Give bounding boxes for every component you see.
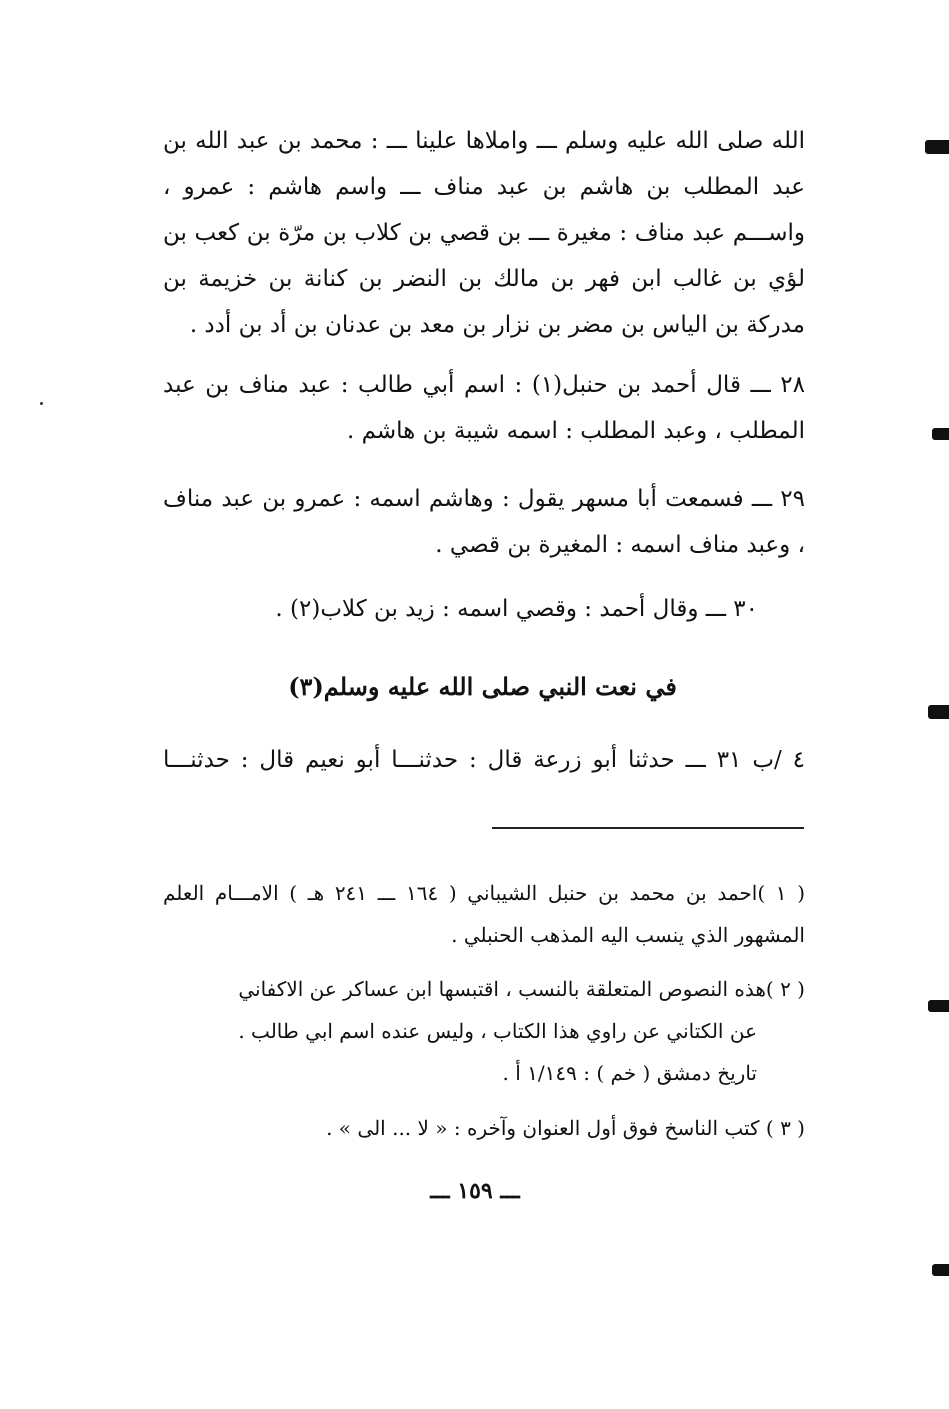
edge-mark xyxy=(928,705,949,719)
scan-speck xyxy=(40,402,43,405)
paragraph-28: ٢٨ ـــ قال أحمد بن حنبل(١) : اسم أبي طالب : عبد مناف بن عبد المطلب ، وعبد المطلب : اسمه شيبة بن هاشم . xyxy=(163,372,805,444)
footnote-2-line-2: عن الكتاني عن راوي هذا الكتاب ، وليس عنده اسم ابي طالب . xyxy=(238,1019,757,1043)
footnote-1: ( ١ )احمد بن محمد بن حنبل الشيباني ( ١٦٤ ـــ ٢٤١ هـ ) الامـــام العلم المشهور الذي ينسب اليه المذهب الحنبلي . xyxy=(163,881,805,947)
edge-mark xyxy=(932,1264,949,1276)
footnote-2-line-3: تاريخ دمشق ( خم ) : ١/١٤٩ أ . xyxy=(502,1061,757,1085)
paragraph-29: ٢٩ ـــ فسمعت أبا مسهر يقول : وهاشم اسمه : عمرو بن عبد مناف ، وعبد مناف اسمه : المغيرة بن قصي . xyxy=(163,486,805,558)
footnote-separator xyxy=(492,827,804,829)
footnote-2 xyxy=(163,968,805,1094)
paragraph-lineage: الله صلى الله عليه وسلم ـــ واملاها علينا ـــ : محمد بن عبد الله بن عبد المطلب بن هاشم بن عبد مناف ـــ واسم هاشم : عمرو ، واســـم عبد مناف : مغيرة ـــ بن قصي بن كلاب بن مرّة بن كعب بن لؤي بن غالب ابن فهر بن مالك بن النضر بن كنانة بن خزيمة بن مدركة بن الياس بن مضر بن نزار بن معد بن عدنان بن أد بن أدد . xyxy=(163,128,805,338)
page-number: ـــ ١٥٩ ـــ xyxy=(430,1178,520,1204)
paragraph-30: ٣٠ ـــ وقال أحمد : وقصي اسمه : زيد بن كلاب(٢) . xyxy=(275,596,758,622)
edge-mark xyxy=(925,140,949,154)
paragraph-31: ٤ /ب ٣١ ـــ حدثنا أبو زرعة قال : حدثنـــا أبو نعيم قال : حدثنـــا xyxy=(163,747,805,773)
footnote-2-line-1: ( ٢ )هذه النصوص المتعلقة بالنسب ، اقتبسها ابن عساكر عن الاكفاني xyxy=(238,977,805,1001)
footnote-3: ( ٣ ) كتب الناسخ فوق أول العنوان وآخره : « لا ... الى » . xyxy=(326,1116,805,1140)
edge-mark xyxy=(928,1000,949,1012)
edge-mark xyxy=(932,428,949,440)
section-heading: في نعت النبي صلى الله عليه وسلم(٣) xyxy=(288,672,677,701)
